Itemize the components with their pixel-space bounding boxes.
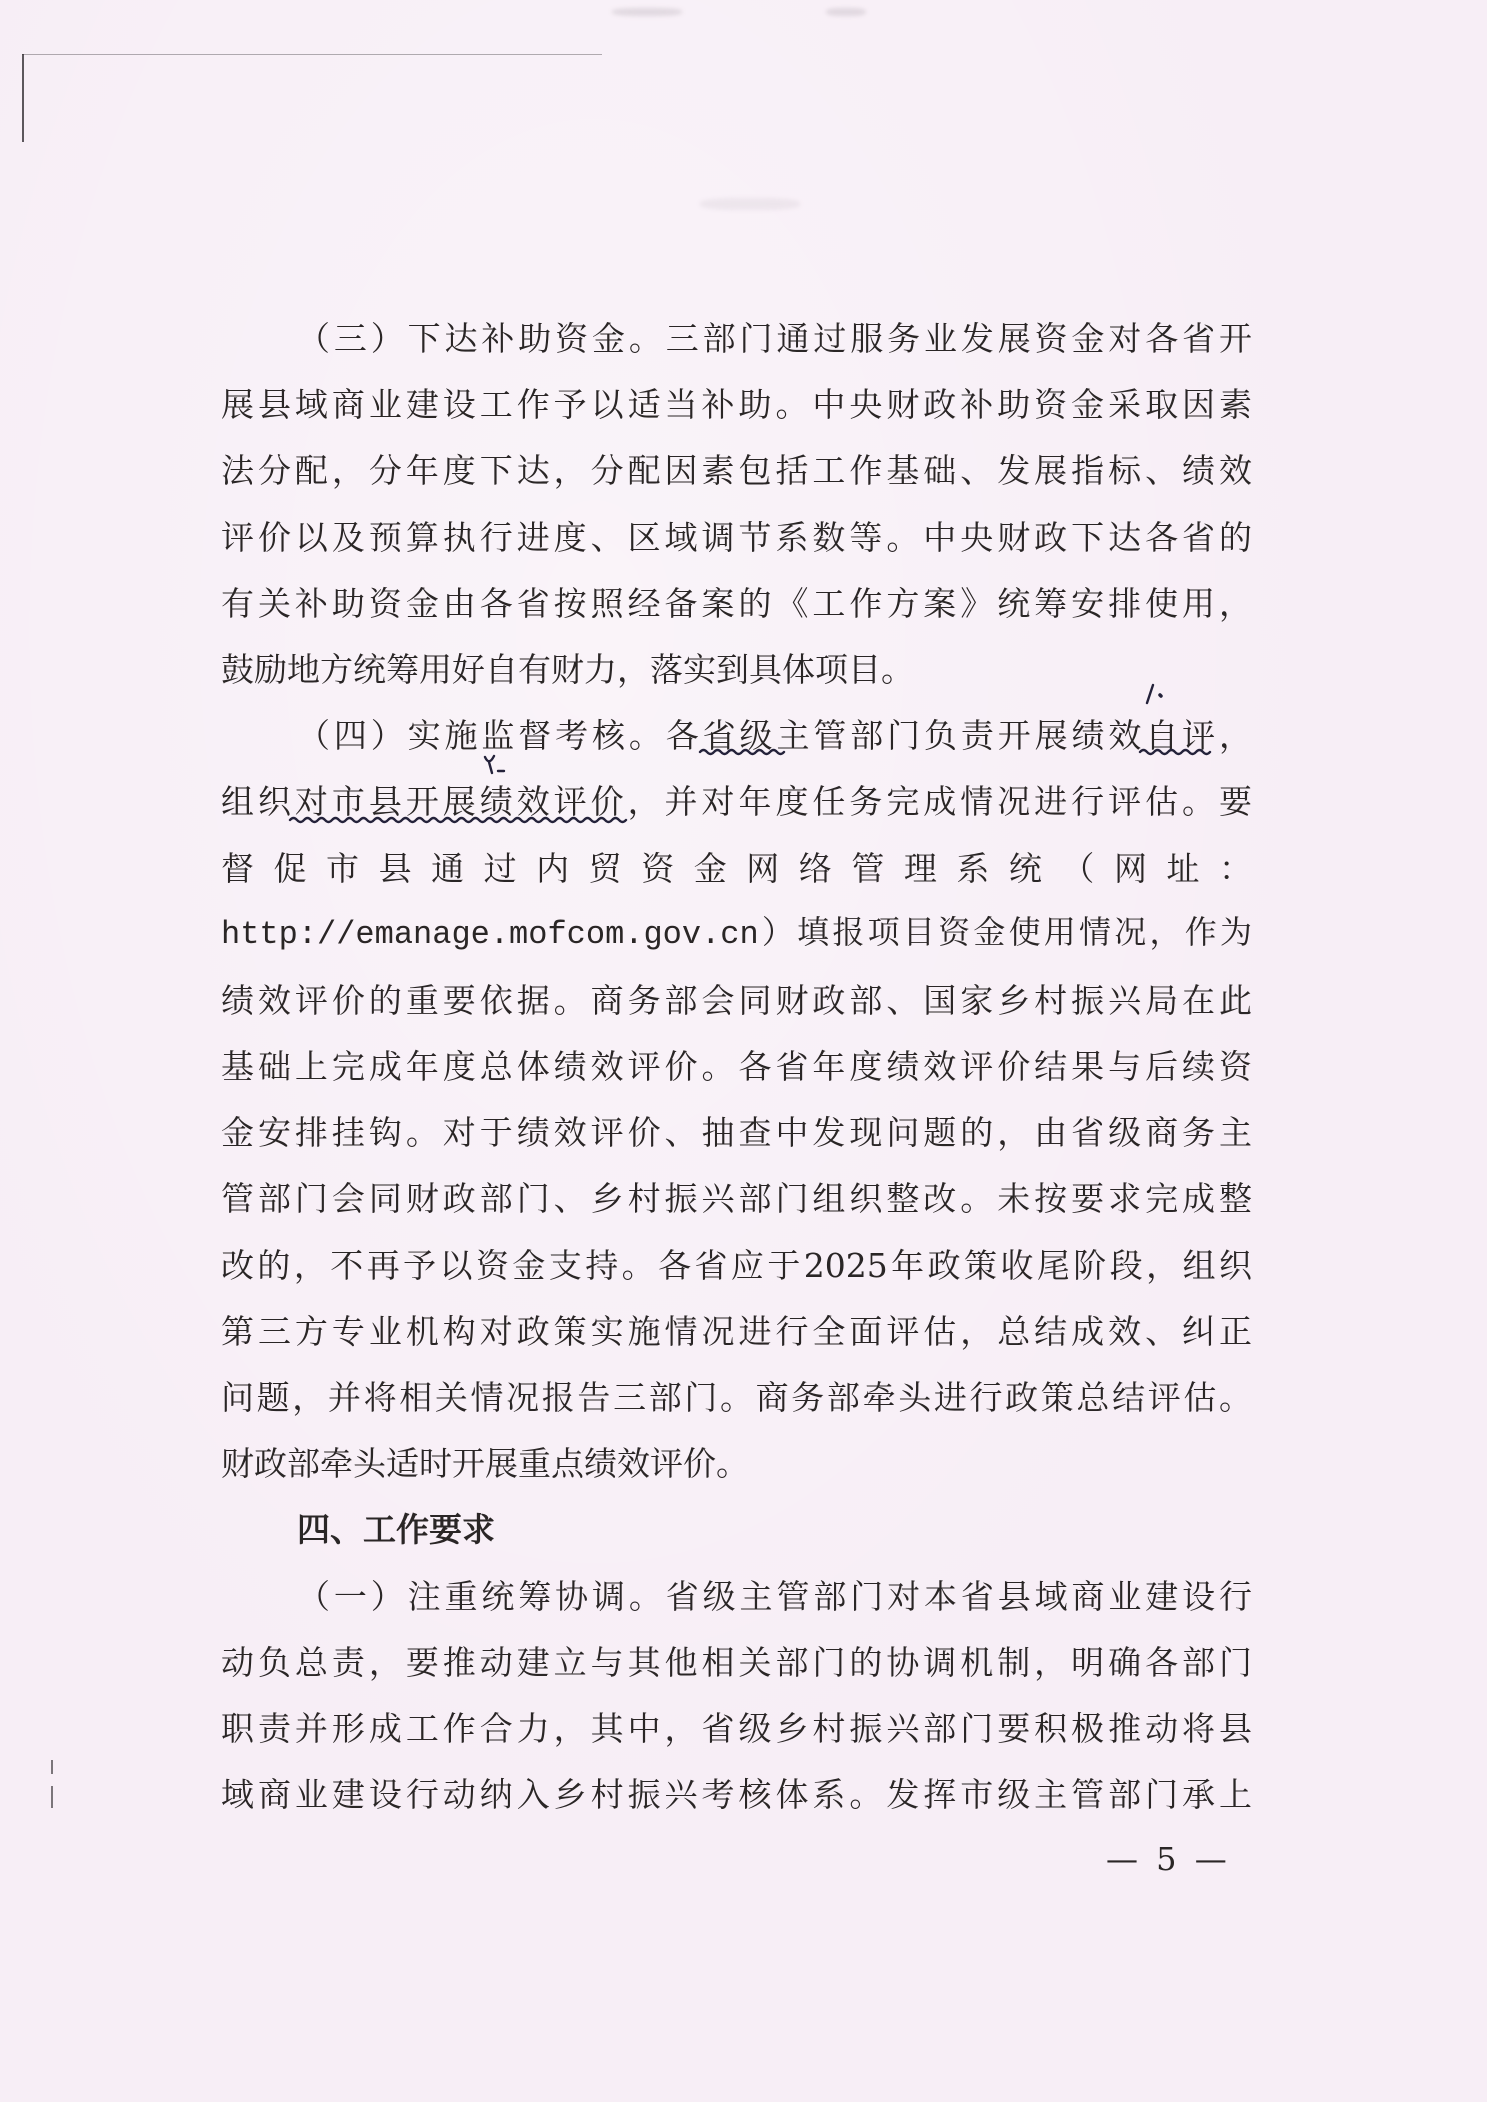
text-line: 金安排挂钩。对于绩效评价、抽查中发现问题的，由省级商务主 (221, 1113, 1252, 1153)
text-line: 法分配，分年度下达，分配因素包括工作基础、发展指标、绩效 (221, 451, 1252, 491)
text-line: 基础上完成年度总体绩效评价。各省年度绩效评价结果与后续资 (221, 1047, 1252, 1087)
text-line: 管部门会同财政部门、乡村振兴部门组织整改。未按要求完成整 (221, 1179, 1252, 1219)
text-line: 第三方专业机构对政策实施情况进行全面评估，总结成效、纠正 (221, 1311, 1252, 1351)
text-line: 展县域商业建设工作予以适当补助。中央财政补助资金采取因素 (221, 385, 1252, 425)
text-line: 绩效评价的重要依据。商务部会同财政部、国家乡村振兴局在此 (221, 980, 1252, 1020)
text-line: （三）下达补助资金。三部门通过服务业发展资金对各省开 (297, 319, 1252, 358)
text-line: 督促市县通过内贸资金网络管理系统（网址： (221, 848, 1252, 888)
scan-smudge (700, 198, 800, 210)
text-line: 职责并形成工作合力，其中，省级乡村振兴部门要积极推动将县 (221, 1708, 1252, 1748)
scan-mark (51, 1786, 53, 1808)
text-line: （一）注重统筹协调。省级主管部门对本省县域商业建设行 (297, 1576, 1252, 1616)
section-heading: 四、工作要求 (297, 1510, 495, 1550)
document-body (221, 306, 1252, 1828)
text-line: 组织对市县开展绩效评价，并对年度任务完成情况进行评估。要 (221, 782, 1252, 822)
text-line: 鼓励地方统筹用好自有财力，落实到具体项目。 (221, 649, 914, 689)
text-line: （四）实施监督考核。各省级主管部门负责开展绩效自评， (297, 716, 1252, 756)
scan-border-line (22, 54, 24, 142)
text-line: 财政部牵头适时开展重点绩效评价。 (221, 1444, 749, 1484)
scan-mark (51, 1760, 53, 1774)
text-line: 问题，并将相关情况报告三部门。商务部牵头进行政策总结评估。 (221, 1378, 1252, 1417)
text-line-url: http://emanage.mofcom.gov.cn）填报项目资金使用情况，作为 (221, 915, 1252, 953)
scan-smudge (612, 8, 682, 16)
scan-border-line (22, 54, 602, 55)
text-line: 有关补助资金由各省按照经备案的《工作方案》统筹安排使用， (221, 583, 1252, 623)
text-line: 评价以及预算执行进度、区域调节系数等。中央财政下达各省的 (221, 517, 1252, 557)
text-line: 改的，不再予以资金支持。各省应于2025年政策收尾阶段，组织 (221, 1245, 1252, 1285)
text-line: 域商业建设行动纳入乡村振兴考核体系。发挥市级主管部门承上 (221, 1775, 1252, 1815)
page-number: — 5 — (1106, 1840, 1231, 1878)
scan-smudge (826, 8, 866, 16)
text-line: 动负总责，要推动建立与其他相关部门的协调机制，明确各部门 (221, 1642, 1252, 1682)
